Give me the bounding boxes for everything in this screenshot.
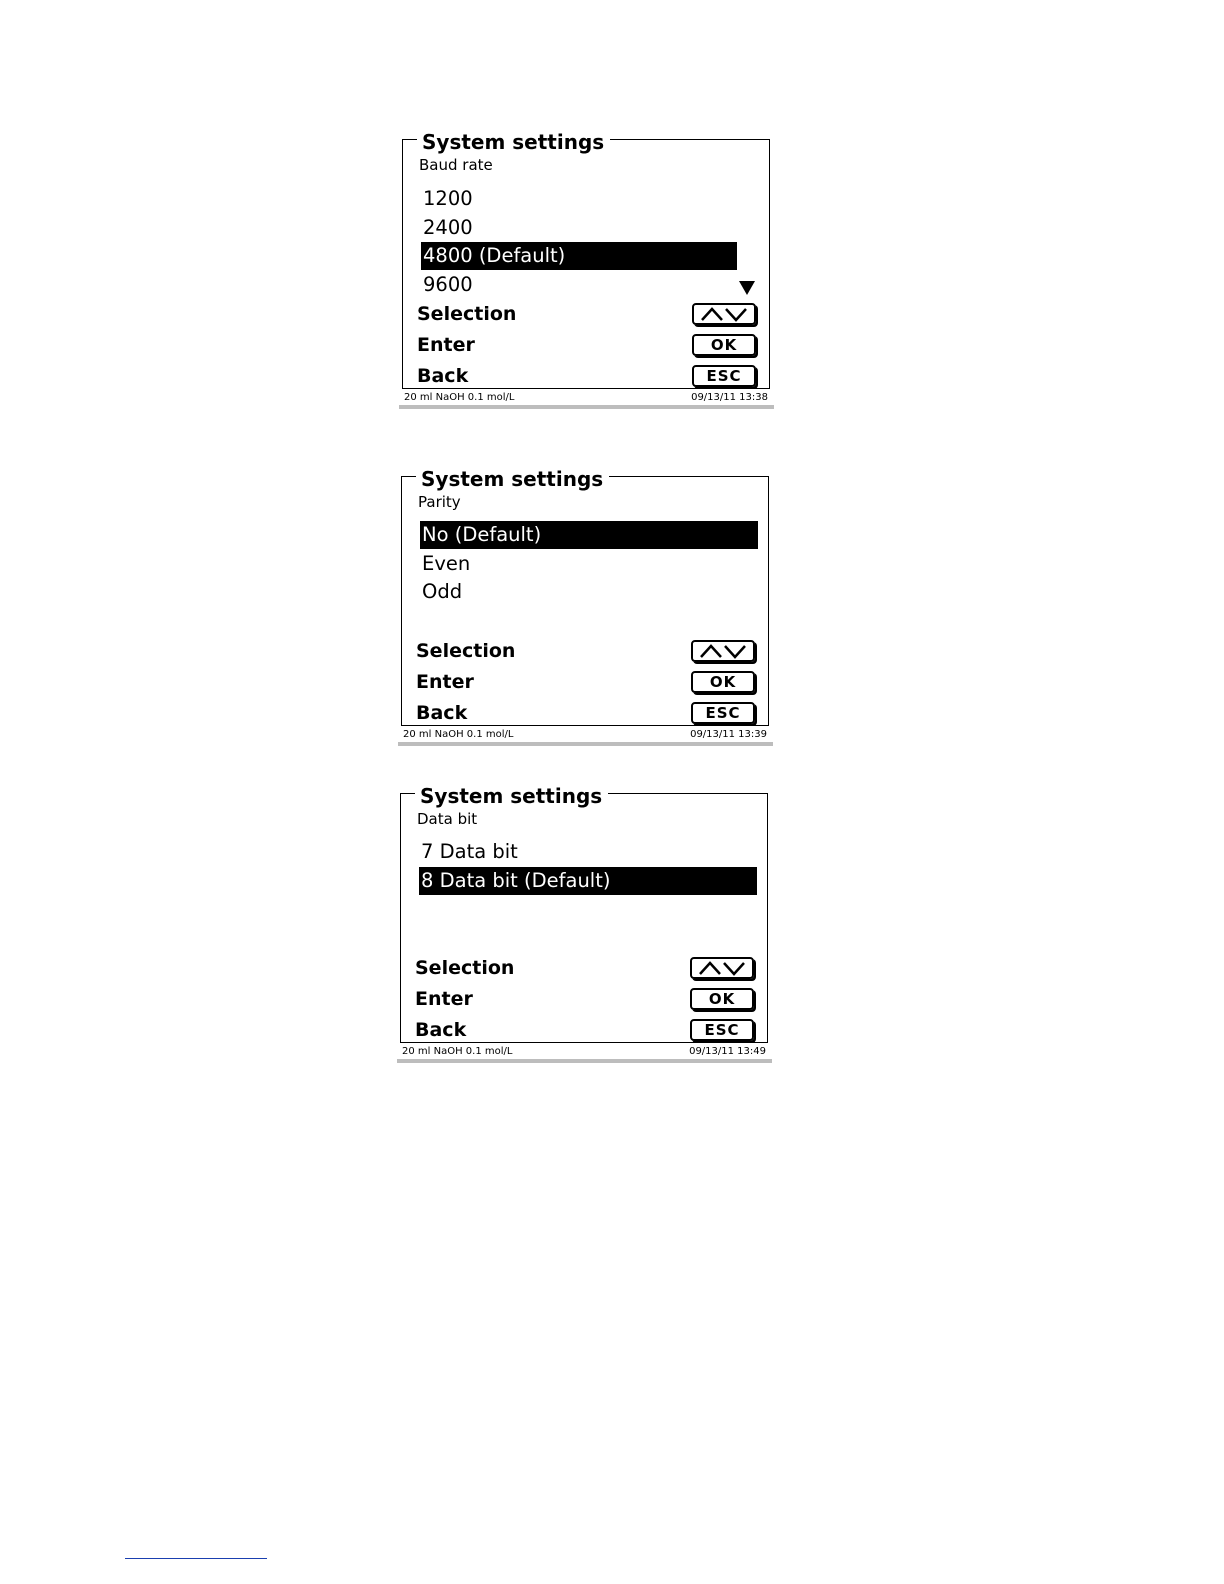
screen-frame	[400, 784, 768, 1043]
option-9600[interactable]: 9600	[423, 273, 473, 296]
status-underbar	[398, 742, 773, 746]
option-8-data-bit-default-selected[interactable]: 8 Data bit (Default)	[419, 867, 757, 895]
back-label: Back	[415, 1019, 467, 1041]
selection-label: Selection	[415, 957, 515, 979]
up-down-arrows-icon	[697, 960, 747, 976]
screen-title: System settings	[417, 132, 610, 152]
ok-key[interactable]: OK	[690, 988, 754, 1010]
option-7-data-bit[interactable]: 7 Data bit	[421, 840, 518, 863]
status-method: 20 ml NaOH 0.1 mol/L	[404, 392, 515, 403]
up-down-arrow-key[interactable]	[690, 957, 754, 979]
selection-label: Selection	[416, 640, 516, 662]
option-even[interactable]: Even	[422, 552, 471, 575]
status-underbar	[397, 1059, 772, 1063]
status-method: 20 ml NaOH 0.1 mol/L	[402, 1046, 513, 1057]
status-method: 20 ml NaOH 0.1 mol/L	[403, 729, 514, 740]
screen-subtitle: Baud rate	[419, 156, 493, 174]
option-4800-default-selected[interactable]: 4800 (Default)	[421, 242, 737, 270]
screen-parity	[398, 467, 774, 748]
screen-subtitle: Data bit	[417, 810, 478, 828]
status-bar	[401, 728, 771, 741]
back-label: Back	[417, 365, 469, 387]
status-bar	[400, 1045, 770, 1058]
status-datetime: 09/13/11 13:38	[691, 392, 768, 403]
up-down-arrows-icon	[699, 306, 749, 322]
up-down-arrow-key[interactable]	[692, 303, 756, 325]
up-down-arrow-key[interactable]	[691, 640, 755, 662]
screen-frame	[402, 130, 770, 389]
screen-title: System settings	[415, 786, 608, 806]
esc-key[interactable]: ESC	[691, 702, 755, 724]
status-underbar	[399, 405, 774, 409]
selection-label: Selection	[417, 303, 517, 325]
screen-baud-rate	[399, 130, 775, 411]
esc-key[interactable]: ESC	[692, 365, 756, 387]
screen-data-bit	[397, 784, 773, 1065]
ok-key[interactable]: OK	[692, 334, 756, 356]
up-down-arrows-icon	[698, 643, 748, 659]
status-datetime: 09/13/11 13:39	[690, 729, 767, 740]
enter-label: Enter	[415, 988, 473, 1010]
status-bar	[402, 391, 772, 404]
screen-title: System settings	[416, 469, 609, 489]
option-no-default-selected[interactable]: No (Default)	[420, 521, 758, 549]
screen-subtitle: Parity	[418, 493, 461, 511]
footnote-separator	[125, 1558, 267, 1559]
enter-label: Enter	[417, 334, 475, 356]
ok-key[interactable]: OK	[691, 671, 755, 693]
scroll-down-indicator-icon	[739, 281, 755, 295]
status-datetime: 09/13/11 13:49	[689, 1046, 766, 1057]
back-label: Back	[416, 702, 468, 724]
enter-label: Enter	[416, 671, 474, 693]
esc-key[interactable]: ESC	[690, 1019, 754, 1041]
option-odd[interactable]: Odd	[422, 580, 463, 603]
option-1200[interactable]: 1200	[423, 187, 473, 210]
option-2400[interactable]: 2400	[423, 216, 473, 239]
screen-frame	[401, 467, 769, 726]
